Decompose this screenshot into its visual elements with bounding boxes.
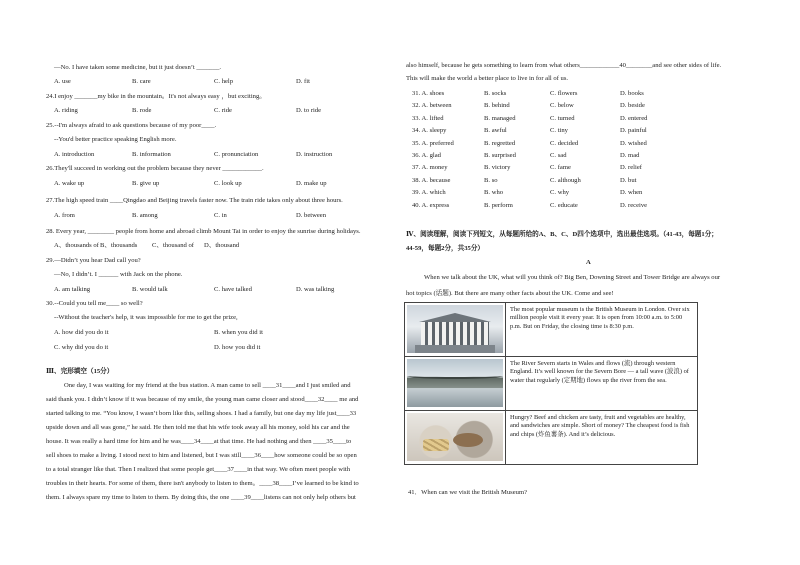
facts-table xyxy=(404,302,698,465)
choice-option[interactable]: B. regretted xyxy=(484,139,516,147)
cloze-line: sell shoes to make a living. I stood next to him and listened, but I was still____36____how someone could be so open xyxy=(46,452,357,459)
q26-options xyxy=(54,180,356,188)
choice-option[interactable]: D. but xyxy=(620,176,637,184)
q23-option-b[interactable]: B. care xyxy=(132,78,151,85)
q26-option-c[interactable]: C. look up xyxy=(214,180,242,187)
q26-option-b[interactable]: B. give up xyxy=(132,180,160,187)
choice-option[interactable]: 31. A. shoes xyxy=(412,90,445,97)
choice-row xyxy=(412,177,680,185)
choice-option[interactable]: 38. A. because xyxy=(412,176,451,184)
cloze-line: started talking to me. “You know, I wasn’t born like this, selling shoes. I had a family, but one day my life just____33 xyxy=(46,410,357,417)
q24-option-d[interactable]: D. to ride xyxy=(296,107,322,114)
table-text-cell: Hungry? Beef and chicken are tasty, fruit and vegetables are healthy, and sandwiches are simple. Short of money? The cheapest food is fish and chips (炸鱼薯条). And it’s delicious. xyxy=(506,411,698,465)
cloze-line: said thank you. I didn’t know if it was because of my smile, the young man came closer and stood____32____ me and xyxy=(46,396,359,403)
q41-stem: 41．When can we visit the British Museum? xyxy=(408,489,528,496)
river-severn-image xyxy=(407,359,503,407)
cloze-line: also himself, because he gets something to learn from what others____________40________and see other sides of life. xyxy=(406,62,722,69)
q25-option-b[interactable]: B. information xyxy=(132,151,171,158)
q23-option-d[interactable]: D. fit xyxy=(296,78,310,85)
q25-stem-2: --You'd better practice speaking English more. xyxy=(54,136,177,143)
choice-option[interactable]: C. why xyxy=(550,189,570,197)
cloze-line: One day, I was waiting for my friend at the bus station. A man came to sell ____31____and I just smiled and xyxy=(64,382,351,389)
q29-options xyxy=(54,286,356,294)
choice-option[interactable]: B. socks xyxy=(484,90,507,97)
choice-option[interactable]: C. turned xyxy=(550,114,575,122)
choice-option[interactable]: C. sad xyxy=(550,152,567,159)
table-image-cell xyxy=(405,303,506,357)
q30-option-a[interactable]: A. how did you do it xyxy=(54,329,109,336)
section4-title: Ⅳ、阅读理解，阅读下列短文，从每题所给的A、B、C、D四个选项中，选出最佳选项。（41-43，每题1分； xyxy=(406,231,718,238)
choice-option[interactable]: D. relief xyxy=(620,164,642,172)
q27-option-b[interactable]: B. among xyxy=(132,212,158,219)
q25-option-c[interactable]: C. pronunciation xyxy=(214,151,259,158)
choice-option[interactable]: 40. A. express xyxy=(412,201,450,209)
q28-options xyxy=(54,242,244,250)
cloze-line: This will make the world a better place to live in for all of us. xyxy=(406,75,569,82)
section4-title-line2: 44-59，每题2分，共35分） xyxy=(406,245,485,252)
q28-stem: 28. Every year, ________ people from home and abroad climb Mount Tai in order to enjoy the sunrise during holidays. xyxy=(46,228,361,235)
q23-options xyxy=(54,78,356,86)
choice-option[interactable]: B. who xyxy=(484,189,504,197)
choice-option[interactable]: B. perform xyxy=(484,201,513,209)
choice-option[interactable]: 33. A. lifted xyxy=(412,114,444,122)
choice-option[interactable]: D. mad xyxy=(620,152,640,159)
q27-option-d[interactable]: D. between xyxy=(296,212,327,219)
q28-option-d[interactable]: D、thousand xyxy=(204,242,240,249)
q26-stem: 26.They'll succeed in working out the problem because they never ____________. xyxy=(46,165,264,172)
cloze-line: to a total stranger like that. Then I realized that some people get____37____in that way. We often meet people with xyxy=(46,466,351,473)
choice-option[interactable]: 35. A. preferred xyxy=(412,139,454,147)
q30-option-d[interactable]: D. how you did it xyxy=(214,344,261,351)
choice-option[interactable]: C. tiny xyxy=(550,127,568,135)
choice-option[interactable]: D. when xyxy=(620,189,643,197)
q26-option-d[interactable]: D. make up xyxy=(296,180,327,187)
q30-option-c[interactable]: C. why did you do it xyxy=(54,344,109,351)
choice-option[interactable]: 37. A. money xyxy=(412,164,448,172)
fish-and-chips-image xyxy=(407,413,503,461)
choice-option[interactable]: D. entered xyxy=(620,114,648,122)
cloze-line: upside down and all was gone,” he said. He then told me that his wife took away all his money, sold his car and the xyxy=(46,424,350,431)
choice-option[interactable]: 32. A. between xyxy=(412,102,452,110)
choice-option[interactable]: D. books xyxy=(620,90,644,97)
table-row xyxy=(405,357,698,411)
table-row xyxy=(405,303,698,357)
q25-option-d[interactable]: D. instruction xyxy=(296,151,333,158)
table-image-cell xyxy=(405,411,506,465)
passage-intro: When we talk about the UK, what will you think of? Big Ben, Downing Street and Tower Bridge are always our xyxy=(424,274,721,281)
british-museum-image xyxy=(407,305,503,353)
choice-option[interactable]: C. fame xyxy=(550,164,571,172)
choice-row xyxy=(412,152,680,160)
table-image-cell xyxy=(405,357,506,411)
choice-option[interactable]: D. beside xyxy=(620,102,645,110)
passage-label: A xyxy=(586,259,591,266)
q29-stem: 29.—Didn’t you hear Dad call you? xyxy=(46,257,141,264)
q29-option-a[interactable]: A. am talking xyxy=(54,286,91,293)
choice-row xyxy=(412,164,680,172)
cloze-line: troubles in their hearts. For some of them, there isn't anybody to listen to them。____38____I’ve learned to be kind to xyxy=(46,480,359,487)
q24-option-a[interactable]: A. riding xyxy=(54,107,78,114)
choice-option[interactable]: C. educate xyxy=(550,201,578,209)
q23-option-a[interactable]: A. use xyxy=(54,78,71,85)
choice-option[interactable]: B. so xyxy=(484,176,498,184)
q28-option-b[interactable]: B、thousands xyxy=(100,242,138,249)
choice-option[interactable]: D. painful xyxy=(620,127,647,135)
q30-options-row2 xyxy=(54,344,354,352)
q24-option-c[interactable]: C. ride xyxy=(214,107,232,114)
choice-option[interactable]: 36. A. glad xyxy=(412,152,441,159)
choice-row xyxy=(412,90,680,98)
table-row xyxy=(405,411,698,465)
q24-options xyxy=(54,107,356,115)
q23-option-c[interactable]: C. help xyxy=(214,78,234,85)
q27-option-c[interactable]: C. in xyxy=(214,212,227,219)
choice-option[interactable]: B. managed xyxy=(484,114,516,122)
q29-option-b[interactable]: B. would talk xyxy=(132,286,168,293)
q30-option-b[interactable]: B. when you did it xyxy=(214,329,263,336)
table-text-cell: The most popular museum is the British Museum in London. Over six million people visit it every year. It is open from 10:00 a.m. to 5:00 p.m. But on Friday, the closing time is 8:30 p.m. xyxy=(506,303,698,357)
q25-stem: 25.--I'm always afraid to ask questions because of my poor____. xyxy=(46,122,217,129)
q30-stem-2: --Without the teacher's help, it was impossible for me to get the prize, xyxy=(54,314,238,321)
q30-options-row1 xyxy=(54,329,354,337)
q25-option-a[interactable]: A. introduction xyxy=(54,151,95,158)
choice-row xyxy=(412,102,680,110)
choice-option[interactable]: C. flowers xyxy=(550,90,578,97)
cloze-line: house. It was really a hard time for him and he was____34____at that time. He had nothing and then ____35____to xyxy=(46,438,352,445)
cloze-line: them. I always spare my time to listen to them. By doing this, the one ____39____listens can not only help others but xyxy=(46,494,356,501)
q30-stem: 30.--Could you tell me____ so well? xyxy=(46,300,143,307)
q28-option-a[interactable]: A、thousands of xyxy=(54,242,99,249)
choice-option[interactable]: 34. A. sleepy xyxy=(412,127,447,135)
choice-option[interactable]: 39. A. which xyxy=(412,189,446,197)
choice-option[interactable]: B. surprised xyxy=(484,152,516,159)
q27-option-a[interactable]: A. from xyxy=(54,212,75,219)
choice-option[interactable]: C. below xyxy=(550,102,574,110)
q28-option-c[interactable]: C、thousand of xyxy=(152,242,194,249)
table-text-cell: The River Severn starts in Wales and flows (流) through western England. It’s well known for the Severn Bore — a tall wave (波浪) of water that regularly (定期地) flows up the river from the sea. xyxy=(506,357,698,411)
choice-row xyxy=(412,202,680,210)
choice-option[interactable]: B. awful xyxy=(484,127,507,135)
q24-option-b[interactable]: B. rode xyxy=(132,107,152,114)
section3-title: Ⅲ、完形填空（15分） xyxy=(46,368,114,375)
choice-option[interactable]: C. decided xyxy=(550,139,579,147)
choice-row xyxy=(412,140,680,148)
q29-stem-2: —No, I didn’t. I ______ with Jack on the phone. xyxy=(54,271,183,278)
choice-row xyxy=(412,189,680,197)
q27-stem: 27.The high speed train ____Qingdao and Beijing travels faster now. The train ride takes only about three hours. xyxy=(46,197,343,204)
q24-stem: 24.I enjoy _______my bike in the mountain。It's not always easy ，but exciting。 xyxy=(46,93,266,100)
choice-option[interactable]: C. although xyxy=(550,176,581,184)
q25-options xyxy=(54,151,356,159)
choice-option[interactable]: B. behind xyxy=(484,102,510,110)
choice-option[interactable]: D. wished xyxy=(620,139,647,147)
choice-option[interactable]: D. receive xyxy=(620,201,648,209)
choice-option[interactable]: B. victory xyxy=(484,164,511,172)
choice-row xyxy=(412,115,680,123)
q27-options xyxy=(54,212,356,220)
q23-stem: —No. I have taken some medicine, but it just doesn’t _______. xyxy=(54,64,222,71)
choice-row xyxy=(412,127,680,135)
q29-option-d[interactable]: D. was talking xyxy=(296,286,335,293)
q29-option-c[interactable]: C. have talked xyxy=(214,286,252,293)
q26-option-a[interactable]: A. wake up xyxy=(54,180,85,187)
passage-intro-2: hot topics (话题). But there are many other facts about the UK. Come and see! xyxy=(406,290,614,297)
